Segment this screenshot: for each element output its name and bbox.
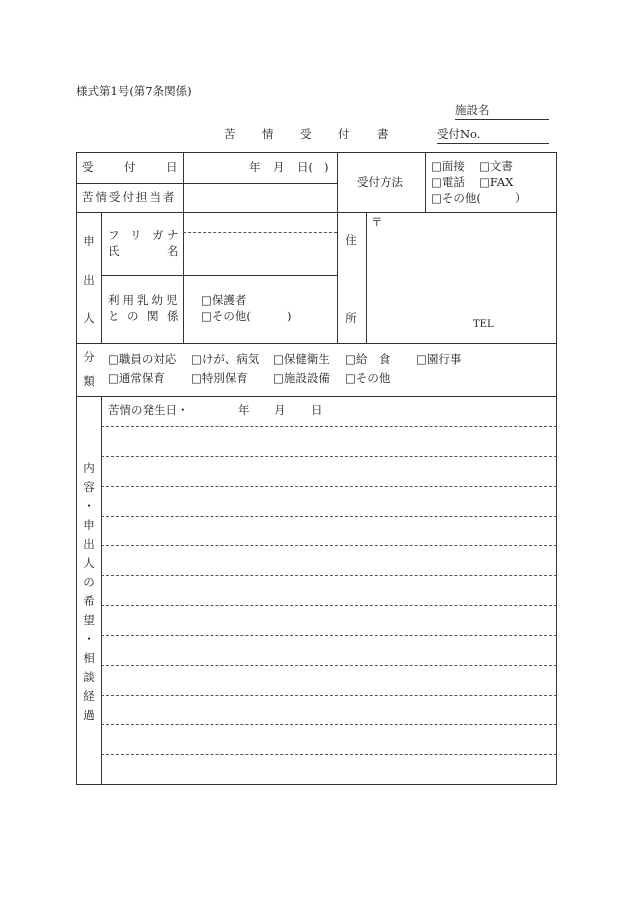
label-char: ガ — [152, 228, 164, 242]
writing-line — [101, 635, 557, 636]
label-char: 係 — [167, 309, 179, 323]
facility-label: 施設名 — [455, 103, 490, 117]
label-char: 受 — [82, 160, 94, 174]
side-char: 分 — [83, 350, 95, 364]
side-char: ・ — [83, 632, 95, 646]
category-special-care[interactable]: □特別保育 — [191, 371, 248, 385]
category-meals[interactable]: □給 食 — [345, 352, 391, 366]
method-label: 受付方法 — [357, 175, 403, 189]
label-char: フ — [108, 228, 120, 242]
category-health-hygiene[interactable]: □保健衛生 — [273, 352, 330, 366]
date-close: ) — [324, 160, 329, 174]
side-char: 人 — [83, 556, 95, 570]
row-divider — [76, 396, 557, 397]
label-char: 日 — [166, 160, 178, 174]
writing-line — [101, 426, 557, 427]
side-char: 出 — [83, 537, 95, 551]
side-char: ・ — [83, 499, 95, 513]
writing-line — [101, 456, 557, 457]
address-field[interactable] — [368, 214, 555, 341]
label-char: 氏 — [108, 244, 120, 258]
label-char: 名 — [167, 244, 179, 258]
date-year: 年 — [249, 160, 261, 174]
date-day: 日( — [297, 160, 313, 174]
side-char: 過 — [83, 708, 95, 722]
side-char: 内 — [83, 461, 95, 475]
occurrence-date-label: 苦情の発生日・ — [108, 403, 189, 417]
occurrence-year: 年 — [238, 403, 250, 417]
side-char: 類 — [83, 374, 95, 388]
label-char: 付 — [124, 160, 136, 174]
title-char: 苦 — [224, 127, 236, 141]
name-input[interactable] — [185, 235, 335, 273]
row-divider — [101, 275, 337, 276]
relation-option-guardian[interactable]: □保護者 — [201, 293, 247, 307]
category-events[interactable]: □園行事 — [416, 352, 462, 366]
side-char: 人 — [83, 311, 95, 325]
row-divider — [76, 183, 337, 184]
postal-mark: 〒 — [371, 215, 383, 229]
furigana-divider — [183, 232, 337, 233]
receipt-no-field[interactable] — [437, 129, 549, 144]
category-injury-illness[interactable]: □けが、病気 — [191, 352, 260, 366]
side-char: 容 — [83, 480, 95, 494]
staff-field[interactable] — [185, 185, 335, 210]
method-option-document[interactable]: □文書 — [479, 159, 513, 173]
title-char: 受 — [300, 127, 312, 141]
col-divider — [183, 152, 184, 212]
side-char: 申 — [83, 234, 95, 248]
col-divider — [337, 152, 338, 343]
facility-name-field[interactable] — [455, 105, 549, 120]
furigana-input[interactable] — [185, 214, 335, 230]
label-char: 関 — [147, 309, 159, 323]
label-char: ナ — [167, 228, 179, 242]
title-char: 付 — [338, 127, 350, 141]
label-char: と — [108, 309, 120, 323]
writing-line — [101, 665, 557, 666]
relation-option-other[interactable]: □その他( — [201, 309, 251, 323]
col-divider — [366, 212, 367, 343]
tel-label: TEL — [473, 319, 494, 330]
label-char: 住 — [345, 233, 357, 247]
writing-line — [101, 575, 557, 576]
method-option-other-close: ） — [515, 191, 527, 205]
category-regular-care[interactable]: □通常保育 — [108, 371, 165, 385]
row-divider — [76, 343, 557, 344]
row-divider — [76, 212, 557, 213]
label-char: の — [127, 309, 139, 323]
side-char: の — [83, 575, 95, 589]
col-divider — [101, 212, 102, 343]
date-month: 月 — [273, 160, 285, 174]
method-option-other[interactable]: □その他( — [431, 191, 481, 205]
occurrence-month: 月 — [274, 403, 286, 417]
side-char: 申 — [83, 518, 95, 532]
writing-line — [101, 486, 557, 487]
writing-line — [101, 754, 557, 755]
staff-label: 苦情受付担当者 — [82, 190, 177, 204]
occurrence-day: 日 — [311, 403, 323, 417]
method-option-fax[interactable]: □FAX — [479, 175, 514, 189]
writing-line — [101, 545, 557, 546]
title-char: 情 — [262, 127, 274, 141]
method-option-interview[interactable]: □面接 — [431, 159, 465, 173]
title-char: 書 — [377, 127, 389, 141]
col-divider — [425, 152, 426, 212]
side-char: 出 — [83, 273, 95, 287]
side-char: 希 — [83, 594, 95, 608]
side-char: 談 — [83, 670, 95, 684]
writing-line — [101, 516, 557, 517]
side-char: 経 — [83, 689, 95, 703]
col-divider — [101, 396, 102, 785]
side-char: 望 — [83, 613, 95, 627]
writing-line — [101, 605, 557, 606]
category-facilities[interactable]: □施設設備 — [273, 371, 330, 385]
category-staff-response[interactable]: □職員の対応 — [108, 352, 177, 366]
writing-line — [101, 724, 557, 725]
method-option-phone[interactable]: □電話 — [431, 175, 465, 189]
relation-option-other-close: ) — [287, 309, 292, 323]
label-char: 所 — [345, 311, 357, 325]
form-number: 様式第1号(第7条関係) — [76, 84, 192, 98]
label-char: リ — [130, 228, 142, 242]
writing-line — [101, 695, 557, 696]
relation-label-line1: 利用乳幼児 — [108, 293, 181, 307]
category-other[interactable]: □その他 — [345, 371, 391, 385]
side-char: 相 — [83, 651, 95, 665]
receipt-no-label: 受付No. — [437, 127, 481, 141]
